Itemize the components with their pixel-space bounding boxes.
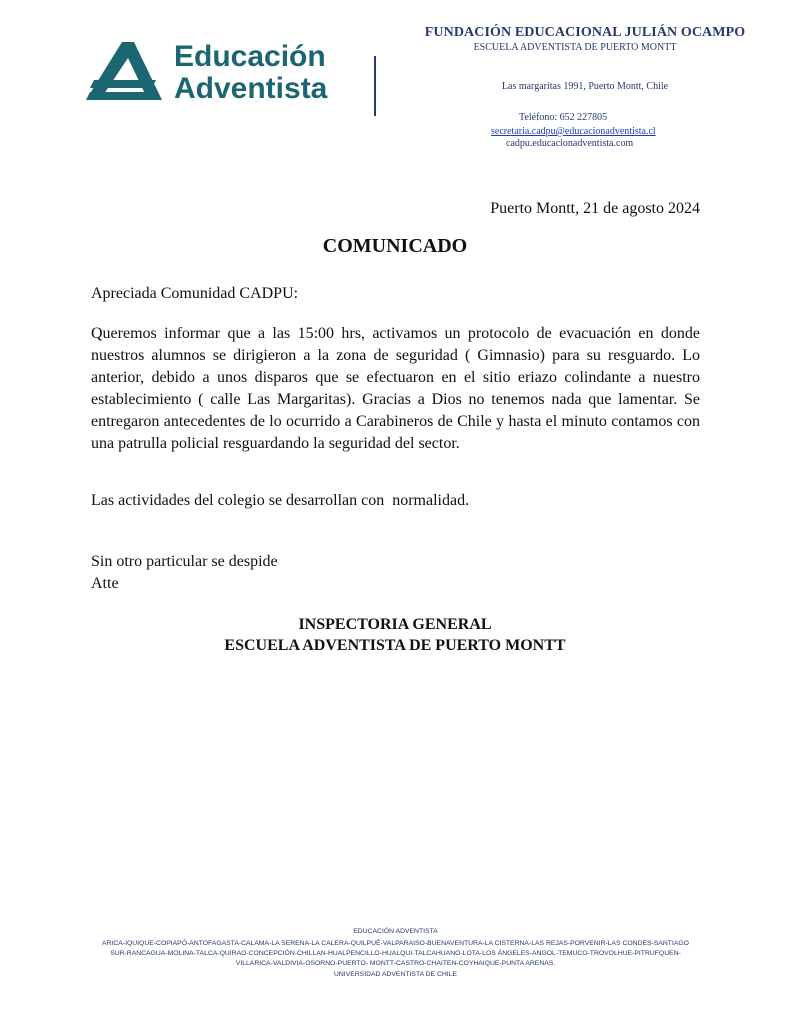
- footer-title: EDUCACIÓN ADVENTISTA: [353, 928, 438, 935]
- footer-cities-line2: SUR-RANCAGUA-MOLINA-TALCA-QUIRAO-CONCEPCIÓN-CHILLAN-HUALPENCILLO-HUALQUI-TALCAHUANO-LOTA-LOS ÁNGELES-ANGOL-TEMUCO-TROVOLHUE-PITRUFQUEN-: [110, 950, 681, 957]
- school-website: cadpu.educacionadventista.com: [506, 138, 634, 149]
- educacion-adventista-logo: [84, 36, 384, 120]
- signature-department: INSPECTORIA GENERAL: [298, 616, 492, 633]
- logo-a-mark-icon: [86, 42, 162, 100]
- school-email-link[interactable]: secretaria.cadpu@educacionadventista.cl: [491, 126, 656, 137]
- letter-date: Puerto Montt, 21 de agosto 2024: [490, 200, 700, 217]
- letter-activities-note: Las actividades del colegio se desarrollan con normalidad.: [91, 492, 470, 509]
- school-name: ESCUELA ADVENTISTA DE PUERTO MONTT: [473, 42, 677, 53]
- footer-cities-line3: VILLARICA-VALDIVIA-OSORNO-PUERTO- MONTT-CASTRO-CHAITEN-COYHAIQUE-PUNTA ARENAS.: [235, 960, 556, 967]
- foundation-name: FUNDACIÓN EDUCACIONAL JULIÁN OCAMPO: [424, 25, 746, 40]
- letter-body-paragraph: Queremos informar que a las 15:00 hrs, activamos un protocolo de evacuación en donde nuestros alumnos se dirigieron a la zona de seguridad ( Gimnasio) para su resguardo. Lo anterior, debido a unos disparos que se efectuaron en el sitio eriazo colindante a nuestro establecimiento ( calle Las Margaritas). Gracias a Dios no tenemos nada que lamentar. Se entregaron antecedentes de lo ocurrido a Carabineros de Chile y hasta el minuto contamos con una patrulla policial resguardando la seguridad del sector.: [91, 325, 700, 452]
- signature-school: ESCUELA ADVENTISTA DE PUERTO MONTT: [224, 637, 566, 654]
- letter-greeting: Apreciada Comunidad CADPU:: [91, 285, 299, 302]
- letter-title: COMUNICADO: [322, 235, 468, 257]
- footer-university: UNIVERSIDAD ADVENTISTA DE CHILE: [333, 971, 457, 978]
- footer-cities-line1: ARICA-IQUIQUE-COPIAPÓ-ANTOFAGASTA-CALAMA-LA SERENA-LA CALERA-QUILPUÉ-VALPARAISO-BUENAVENTURA-LA CISTERNA-LAS REJAS-PORVENIR-LAS CONDES-SANTIAGO: [102, 940, 689, 947]
- letter-closing: Sin otro particular se despide: [91, 553, 278, 570]
- school-address: Las margaritas 1991, Puerto Montt, Chile: [501, 81, 669, 92]
- logo-divider: [374, 56, 376, 116]
- logo-text-line1: Educación: [174, 40, 326, 73]
- school-phone: Teléfono: 652 227805: [519, 112, 608, 123]
- logo-text-line2: Adventista: [174, 72, 328, 105]
- letter-atte: Atte: [91, 575, 119, 592]
